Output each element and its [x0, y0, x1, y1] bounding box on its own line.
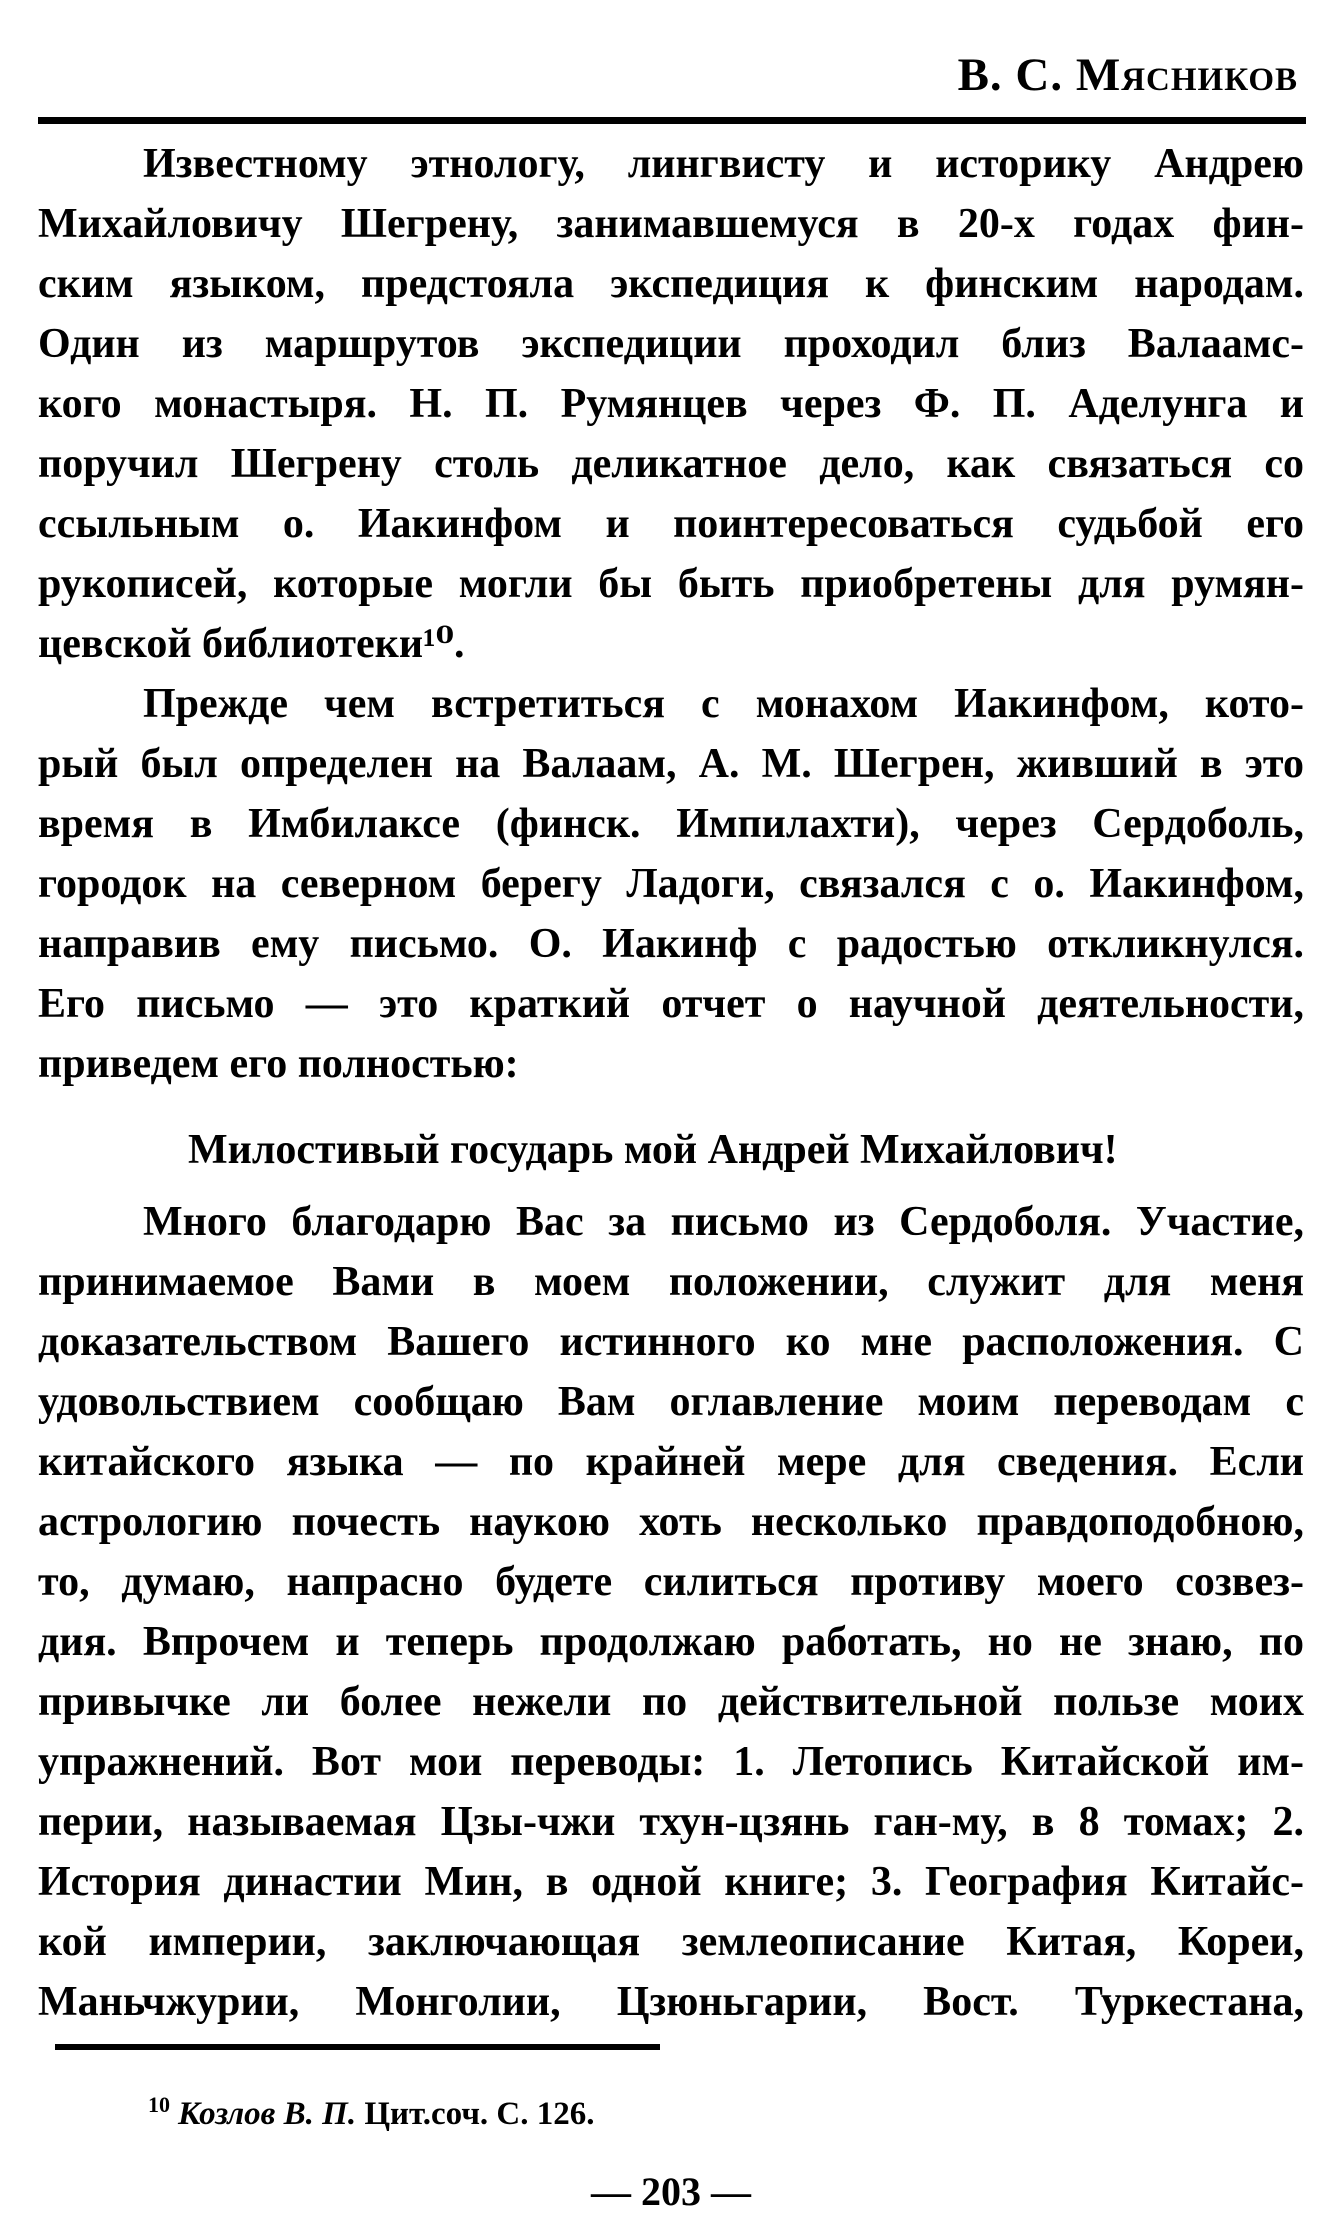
header-rule [38, 117, 1306, 124]
text-line: принимаемое Вами в моем положении, служит для меня [38, 1259, 1304, 1305]
footnote-author: Козлов В. П. [178, 2096, 357, 2132]
text-line: кой империи, заключающая землеописание Китая, Кореи, [38, 1919, 1304, 1965]
text-line: китайского языка — по крайней мере для сведения. Если [38, 1439, 1304, 1485]
text-line: Маньчжурии, Монголии, Цзюньгарии, Вост. Туркестана, [38, 1979, 1304, 2025]
text-line: Его письмо — это краткий отчет о научной деятельности, [38, 981, 1304, 1027]
text-line: Известному этнологу, лингвисту и историку Андрею [143, 141, 1304, 187]
text-line: время в Имбилаксе (финск. Импилахти), через Сердоболь, [38, 801, 1304, 847]
text-line: рукописей, которые могли бы быть приобретены для румян- [38, 561, 1304, 607]
text-line: перии, называемая Цзы-чжи тхун-цзянь ган-му, в 8 томах; 2. [38, 1799, 1304, 1845]
text-line: Много благодарю Вас за письмо из Сердоболя. Участие, [143, 1199, 1304, 1245]
text-line: кого монастыря. Н. П. Румянцев через Ф. П. Аделунга и [38, 381, 1304, 427]
text-line: История династии Мин, в одной книге; 3. География Китайс- [38, 1859, 1304, 1905]
footnote [0, 2092, 1342, 2136]
footnote-marker: 10 [148, 2092, 170, 2117]
footnote-text: Цит.соч. С. 126. [364, 2096, 595, 2132]
text-line: Один из маршрутов экспедиции проходил близ Валаамс- [38, 321, 1304, 367]
text-line: Михайловичу Шегрену, занимавшемуся в 20-х годах фин- [38, 201, 1304, 247]
text-line: упражнений. Вот мои переводы: 1. Летопись Китайской им- [38, 1739, 1304, 1785]
text-line: доказательством Вашего истинного ко мне расположения. С [38, 1319, 1304, 1365]
page-number: — 203 — [591, 2169, 751, 2214]
text-line: Прежде чем встретиться с монахом Иакинфом, кото- [143, 681, 1304, 727]
text-line: ссыльным о. Иакинфом и поинтересоваться судьбой его [38, 501, 1304, 547]
text-line: привычке ли более нежели по действительной пользе моих [38, 1679, 1304, 1725]
body-text [38, 134, 1304, 2032]
text-line: приведем его полностью: [38, 1041, 519, 1087]
text-line: ским языком, предстояла экспедиция к финским народам. [38, 261, 1304, 307]
text-line: поручил Шегрену столь деликатное дело, как связаться со [38, 441, 1304, 487]
letter-salutation: Милостивый государь мой Андрей Михайлович! [188, 1127, 1118, 1173]
text-line: цевской библиотеки¹⁰. [38, 621, 465, 667]
text-line: удовольствием сообщаю Вам оглавление моим переводам с [38, 1379, 1304, 1425]
text-line: рый был определен на Валаам, А. М. Шегрен, живший в это [38, 741, 1304, 787]
text-line: городок на северном берегу Ладоги, связался с о. Иакинфом, [38, 861, 1304, 907]
text-line: дия. Впрочем и теперь продолжаю работать, но не знаю, по [38, 1619, 1304, 1665]
text-line: направив ему письмо. О. Иакинф с радостью откликнулся. [38, 921, 1304, 967]
text-line: то, думаю, напрасно будете силиться противу моего созвез- [38, 1559, 1304, 1605]
footnote-rule [55, 2044, 660, 2050]
running-head-author: В. С. Мясников [957, 49, 1298, 101]
text-line: астрологию почесть наукою хоть несколько правдоподобною, [38, 1499, 1304, 1545]
